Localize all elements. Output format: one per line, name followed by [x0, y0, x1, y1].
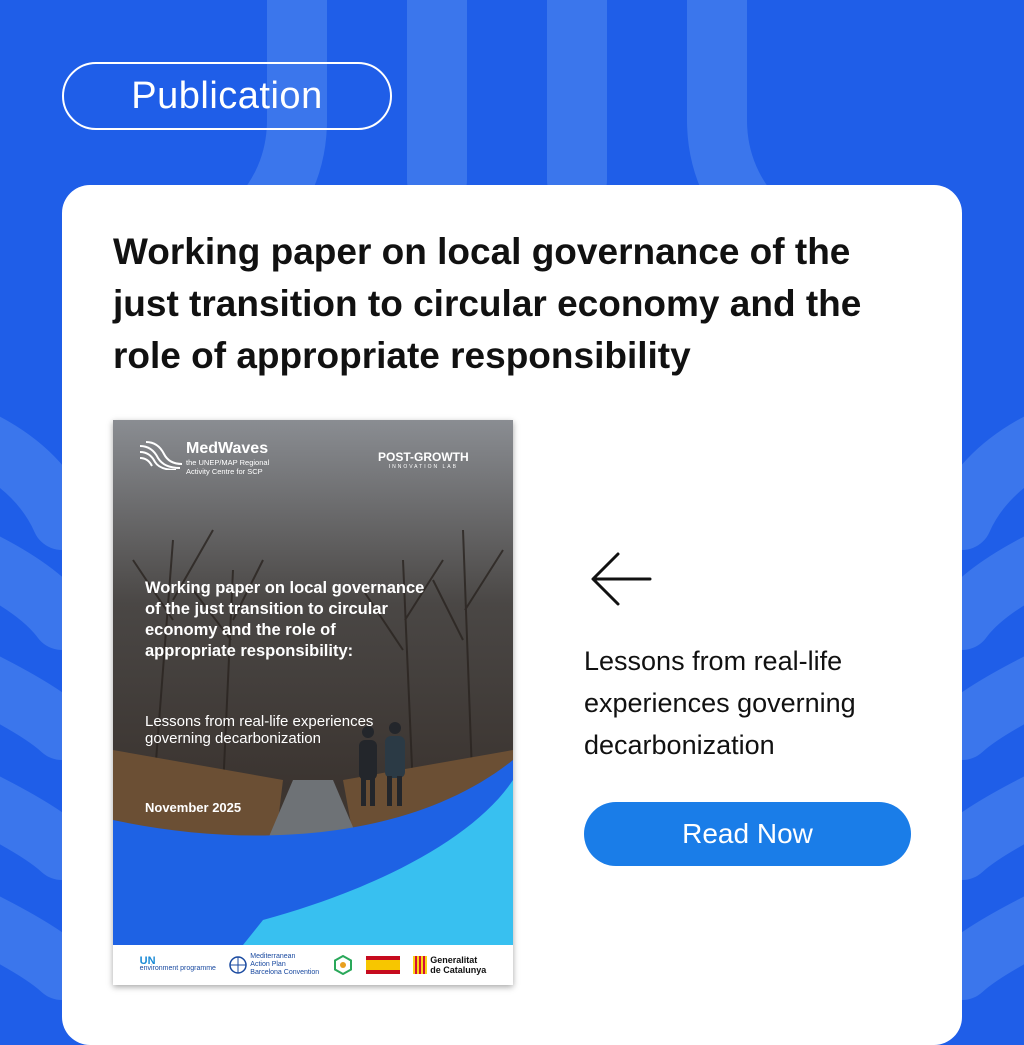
catalonia-flag-icon: [413, 956, 427, 974]
partner-logos: [113, 945, 513, 985]
publication-title: Working paper on local governance of the just transition to circular economy and the role of appropriate responsibility: [113, 231, 862, 376]
mediterranean-action-plan-logo: [229, 953, 319, 977]
map-line-3: Barcelona Convention: [250, 969, 320, 976]
medwaves-sub-1: the UNEP/MAP Regional: [186, 458, 270, 467]
un-sub: environment programme: [139, 965, 216, 972]
cover-subtitle: Lessons from real-life experiences governing decarbonization: [145, 713, 374, 747]
generalitat-logo: [413, 955, 486, 975]
publication-description: Lessons from real-life experiences governing decarbonization: [584, 646, 856, 760]
gen-line-2: de Catalunya: [430, 965, 487, 975]
cover-photo: [113, 420, 513, 945]
medwaves-name: MedWaves: [186, 440, 269, 457]
map-line-2: Action Plan: [250, 961, 286, 968]
postgrowth-logo: [378, 450, 469, 470]
gen-line-1: Generalitat: [430, 955, 478, 965]
read-now-button[interactable]: Read Now: [584, 802, 911, 866]
postgrowth-name: POST-GROWTH: [378, 450, 469, 464]
publication-cover[interactable]: [113, 420, 513, 985]
map-line-1: Mediterranean: [250, 953, 296, 960]
hexagon-logo: [333, 955, 353, 975]
un-name: UN: [139, 955, 156, 967]
medwaves-waves-icon: [138, 440, 182, 470]
arrow-left-icon: [588, 550, 654, 608]
hexagon-icon: [333, 955, 353, 975]
spain-flag-icon: [366, 956, 400, 974]
postgrowth-sub: INNOVATION LAB: [388, 464, 458, 470]
publication-tag-label: Publication: [131, 74, 323, 117]
spain-government-logo: [366, 956, 400, 974]
globe-icon: [229, 956, 247, 974]
medwaves-sub-2: Activity Centre for SCP: [186, 467, 263, 476]
cover-date: November 2025: [145, 800, 242, 815]
medwaves-logo: [138, 440, 269, 476]
publication-tag: [62, 62, 392, 130]
cover-title: Working paper on local governance of the just transition to circular economy and the role of appropriate responsibility:: [145, 579, 425, 660]
un-environment-logo: [140, 957, 216, 973]
